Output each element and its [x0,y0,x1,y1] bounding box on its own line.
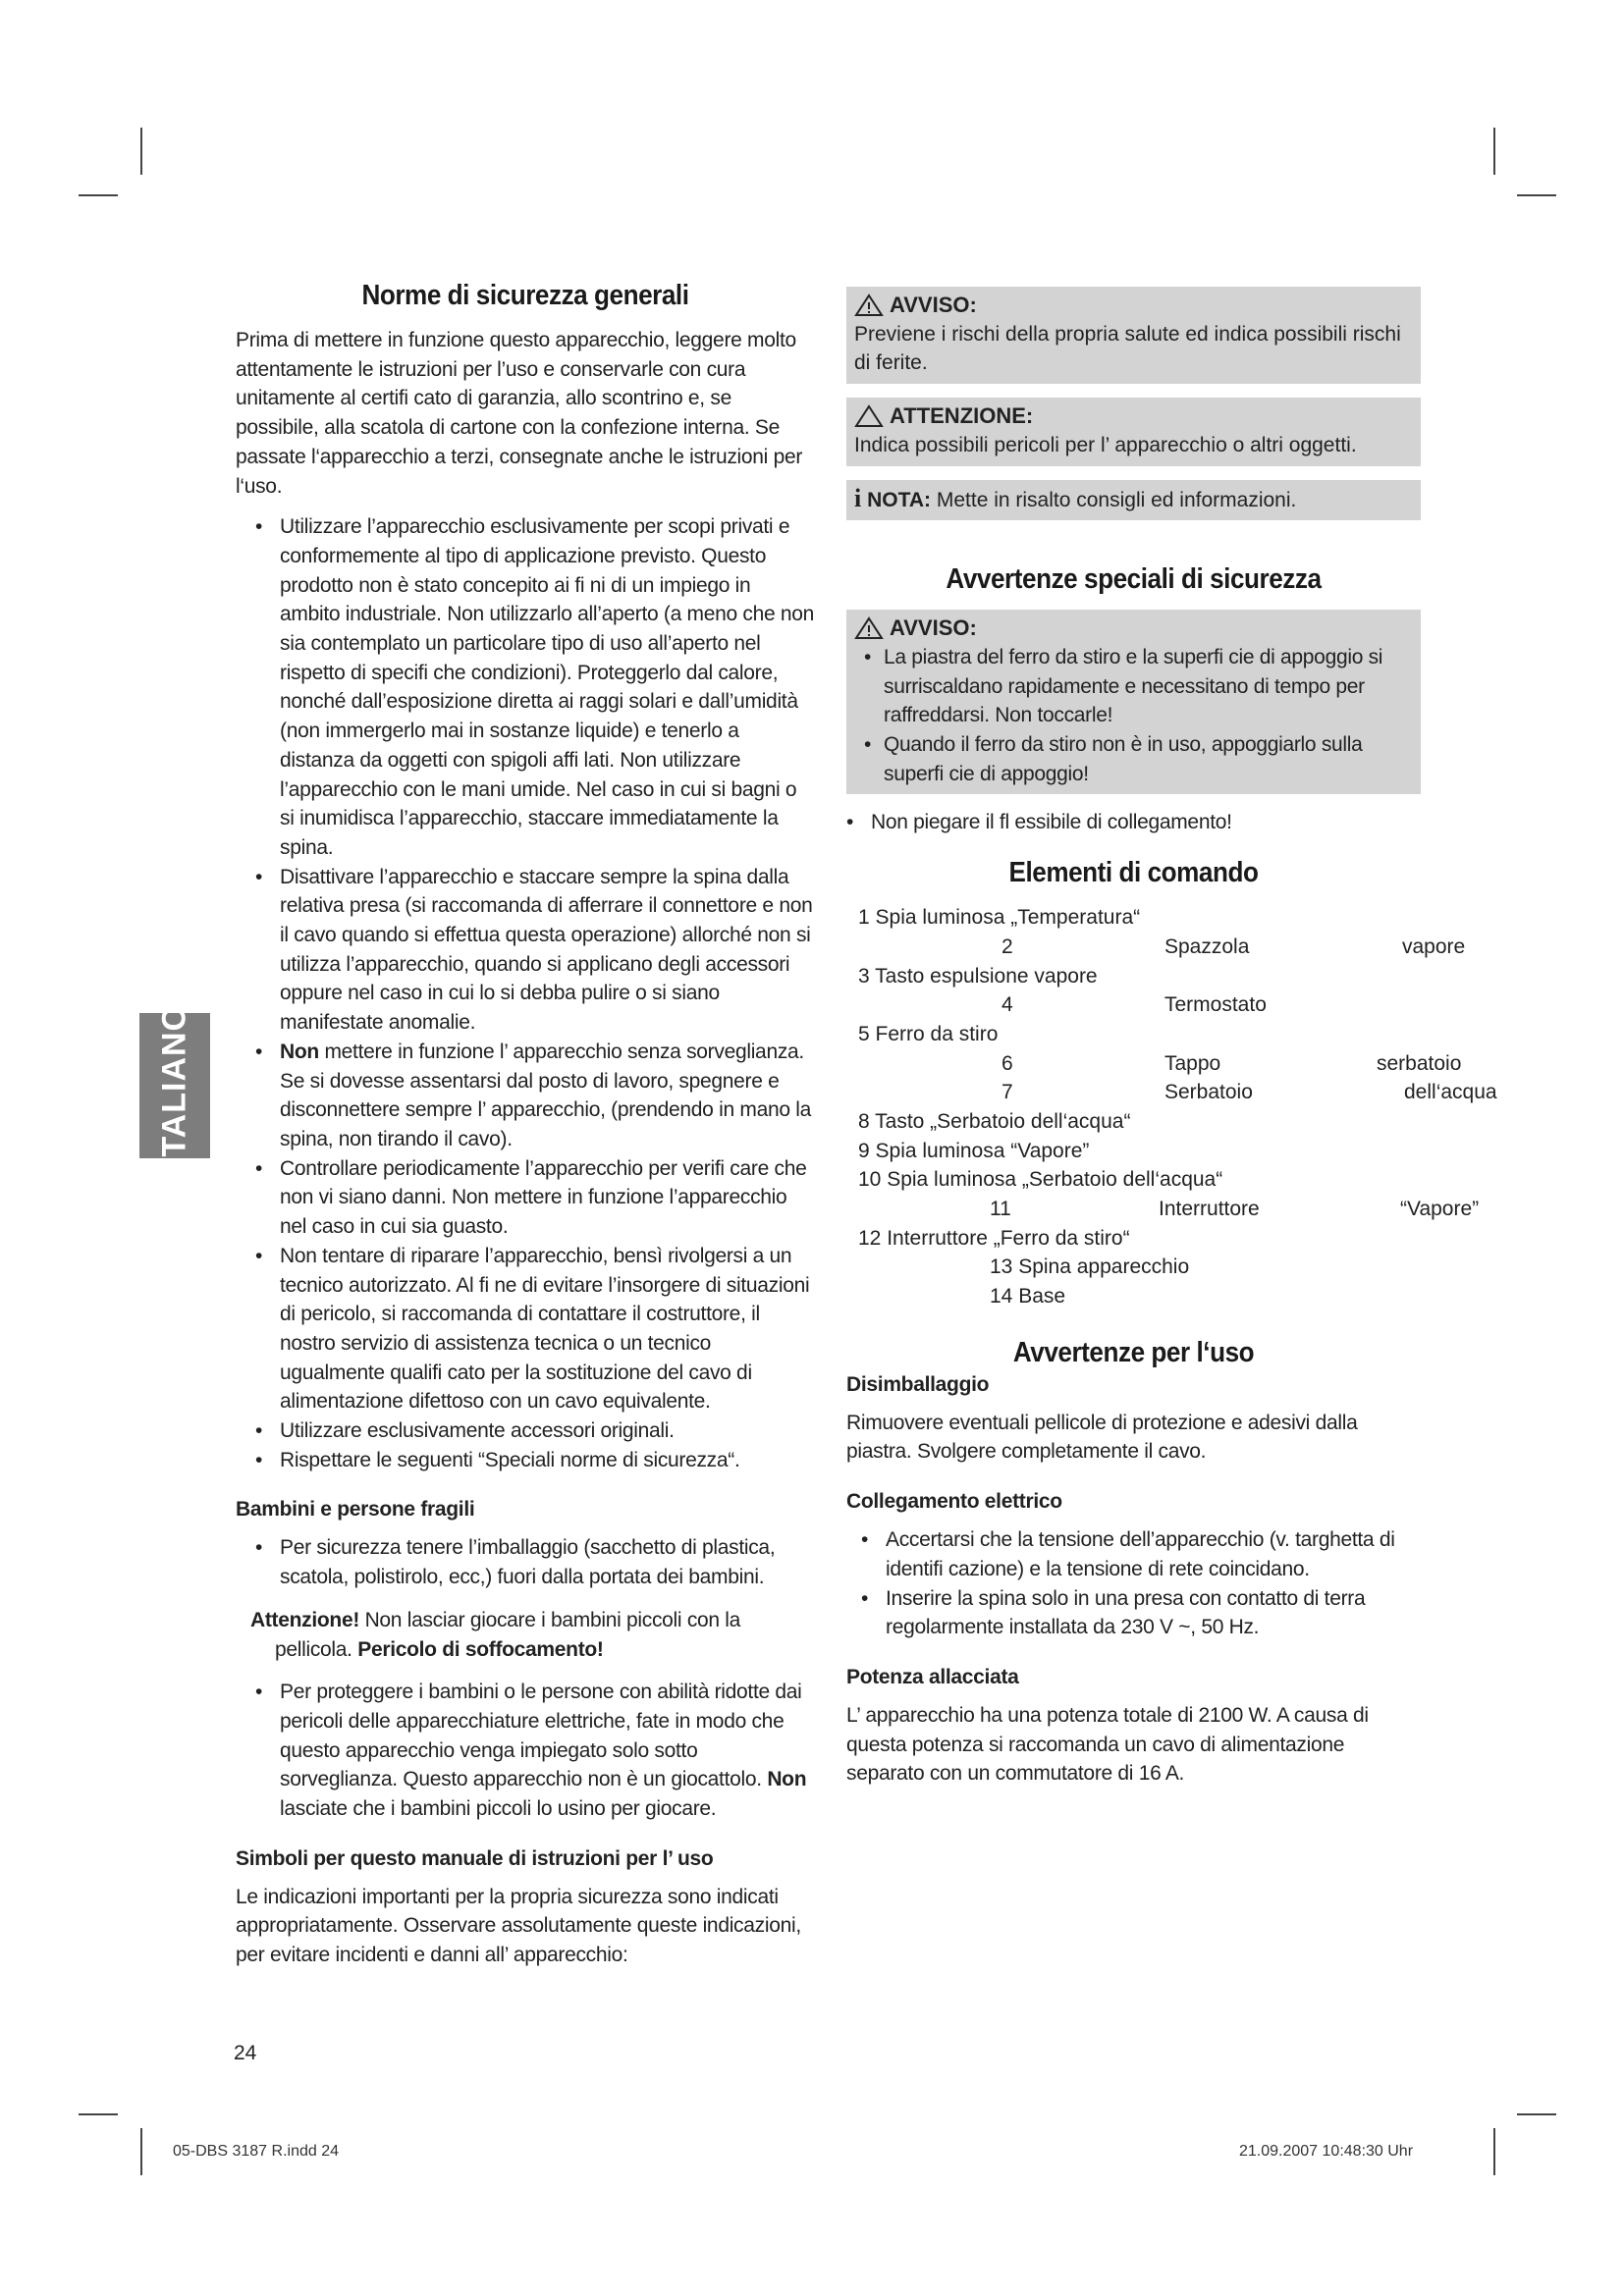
list-item: • Quando il ferro da stiro non è in uso, appoggiarlo sulla superfi cie di appoggio! [854,730,1413,788]
box-title [854,401,1413,431]
bold-text: Attenzione! [250,1608,360,1631]
list-item: • Disattivare l’apparecchio e staccare sempre la spina dalla relativa presa (si raccomanda di afferrare il connettore e non il cavo quando si effettua questa operazione) allorché non si utilizza l’apparecchio, quando si applicano degli accessori oppure nel caso in cui lo si debba pulire o si siano manifestate anomalie. [236,863,815,1038]
list-item [846,1078,1497,1107]
text: 3 Tasto espulsione vapore [858,964,1098,988]
subheading-electrical: Collegamento elettrico [846,1490,1062,1514]
text: serbatoio [1377,1051,1462,1075]
list-item [846,1137,1421,1166]
list-item [846,990,1421,1020]
warning-box-avviso [846,287,1421,384]
section-title-general-safety: Norme di sicurezza generali [361,280,689,311]
list-item [846,1282,1421,1311]
box-title [854,291,1413,320]
text: 2 [1001,934,1013,958]
list-item: • Controllare periodicamente l’apparecchio per verifi care che non vi siano danni. Non mettere in funzione l’apparecchio nel caso in cui sia guasto. [236,1154,815,1242]
text: Tappo [1164,1051,1221,1075]
box-title-text: AVVISO: [890,615,977,641]
warning-triangle-icon [854,616,884,640]
crop-mark [79,2113,118,2115]
box-text: Previene i rischi della propria salute ed indica possibili rischi di ferite. [854,322,1401,375]
text: 7 [1001,1081,1013,1104]
crop-mark [79,194,118,196]
text: Spazzola [1164,934,1250,958]
power-paragraph: L’ apparecchio ha una potenza totale di 2100 W. A causa di questa potenza si raccomanda un cavo di alimentazione separato con un commutatore di 16 A. [846,1703,1369,1786]
crop-mark [1493,128,1495,175]
symbols-paragraph: Le indicazioni importanti per la propria sicurezza sono indicati appropriatamente. Osservare assolutamente queste indicazioni, per evitare incidenti e danni all’ apparecchio: [236,1885,801,1967]
list-item: • Accertarsi che la tensione dell’apparecchio (v. targhetta di identifi cazione) e la tensione di rete coincidano. [846,1525,1421,1583]
bold-text: Non [280,1040,319,1063]
list-item [236,1678,815,1824]
text: 5 Ferro da stiro [858,1022,999,1045]
text: 9 Spia luminosa “Vapore” [858,1139,1090,1162]
text: Termostato [1164,993,1267,1017]
language-tab-label: ITALIANO [155,1003,193,1168]
text: 11 [990,1198,1011,1221]
list-item [846,1224,1421,1254]
subheading-unpacking: Disimballaggio [846,1372,990,1396]
box-title-text: NOTA: [867,488,932,511]
list-item: • Rispettare le seguenti “Speciali norme di sicurezza“. [236,1446,815,1475]
subheading-power: Potenza allacciata [846,1665,1019,1688]
section-title-usage: Avvertenze per l‘uso [1012,1336,1255,1368]
warning-box-attenzione [846,398,1421,465]
children-list [236,1533,815,1591]
list-item [846,1020,1421,1049]
list-item [846,1253,1421,1282]
list-item: • Non piegare il fl essibile di collegamento! [846,808,1421,837]
unpacking-paragraph: Rimuovere eventuali pellicole di protezione e adesivi dalla piastra. Svolgere completamente il cavo. [846,1411,1358,1464]
text: 13 Spina apparecchio [990,1255,1190,1279]
text: 10 Spia luminosa „Serbatoio dell‘acqua“ [858,1168,1223,1192]
language-tab [139,1003,210,1168]
safety-list [236,512,815,1474]
text: Per proteggere i bambini o le persone con abilità ridotte dai pericoli delle apparecchiature elettriche, fate in modo che questo apparecchio venga impiegato solo sotto sorveglianza. Questo apparecchio non è un giocattolo. [280,1681,802,1791]
subheading-children: Bambini e persone fragili [236,1498,475,1522]
box-text: Mette in risalto consigli ed informazioni. [931,488,1297,511]
crop-mark [1493,2128,1495,2175]
list-item [846,1165,1421,1195]
text: 1 Spia luminosa „Temperatura“ [858,906,1141,930]
list-item [846,1107,1421,1137]
electrical-list [846,1525,1421,1642]
text: 6 [1001,1051,1013,1075]
list-item [846,1195,1480,1224]
children-list-2 [236,1678,815,1824]
list-item [236,1038,815,1154]
subheading-symbols: Simboli per questo manuale di istruzioni per l’ uso [236,1846,714,1870]
text: mettere in funzione l’ apparecchio senza sorveglianza. Se si dovesse assentarsi dal posto di lavoro, spegnere e disconnettere sempre l’ apparecchio, (prendendo in mano la spina, non tirando il cavo). [280,1040,811,1150]
text: 4 [1001,993,1013,1017]
list-item: • Per sicurezza tenere l’imballaggio (sacchetto di plastica, scatola, polistirolo, ecc,) fuori dalla portata dei bambini. [236,1533,815,1591]
page-number: 24 [234,2042,257,2064]
text: lasciate che i bambini piccoli lo usino per giocare. [280,1797,717,1821]
box-title-text: ATTENZIONE: [890,403,1034,429]
text: 8 Tasto „Serbatoio dell‘acqua“ [858,1109,1131,1133]
text: Non lasciar giocare i bambini piccoli con la pellicola. [275,1608,741,1661]
section-title-special-safety: Avvertenze speciali di sicurezza [946,563,1322,596]
right-column [846,287,1497,1789]
box-title [854,614,1413,643]
crop-mark [1517,194,1556,196]
special-list [846,808,1421,837]
footer-filename: 05-DBS 3187 R.indd 24 [173,2143,339,2160]
list-item: • La piastra del ferro da stiro e la superfi cie di appoggio si surriscaldano rapidamente e necessitano di tempo per raffreddarsi. Non toccarle! [854,643,1413,730]
text: dell‘acqua [1404,1081,1497,1104]
section-title-controls: Elementi di comando [1008,857,1259,889]
warning-triangle-icon [854,294,884,317]
list-item: • Inserire la spina solo in una presa con contatto di terra regolarmente installata da 230 V ~, 50 Hz. [846,1584,1421,1642]
text: 12 Interruttore „Ferro da stiro“ [858,1226,1130,1250]
box-list [854,643,1413,789]
text: Interruttore [1159,1198,1260,1221]
list-item [846,962,1421,991]
caution-triangle-icon [854,404,884,428]
box-text: Indica possibili pericoli per l’ apparecchio o altri oggetti. [854,433,1357,456]
list-item [846,903,1421,933]
info-icon: i [854,483,862,512]
crop-mark [140,128,142,175]
crop-mark [1517,2113,1556,2115]
bold-text: Non [767,1768,807,1791]
list-item [846,933,1466,962]
bold-text: Pericolo di soffocamento! [357,1637,604,1661]
text: vapore [1402,934,1466,958]
intro-paragraph: Prima di mettere in funzione questo apparecchio, leggere molto attentamente le istruzioni per l’uso e conservarle con cura unitamente al certifi cato di garanzia, allo scontrino e, se possibile, alla scatola di cartone con la confezione interna. Se passate l‘apparecchio a terzi, consegnate anche le istruzioni per l‘uso. [236,329,803,498]
warning-box-special [846,610,1421,794]
controls-list [846,903,1497,1311]
list-item: • Utilizzare l’apparecchio esclusivamente per scopi privati e conformemente al tipo di applicazione previsto. Questo prodotto non è stato concepito ai fi ni di un impiego in ambito industriale. Non utilizzarlo all’aperto (a meno che non sia contemplato un particolare tipo di uso all’aperto nel rispetto di specifi che condizioni). Proteggerlo dal calore, nonché dall’esposizione diretta ai raggi solari e dall’umidità (non immergerlo mai in sostanze liquide) e tenerlo a distanza da oggetti con spigoli affi lati. Non utilizzare l’apparecchio con le mani umide. Nel caso in cui si bagni o si inumidisca l’apparecchio, staccare immediatamente la spina. [236,512,815,862]
list-item: • Utilizzare esclusivamente accessori originali. [236,1416,815,1446]
note-box [846,480,1421,521]
crop-mark [140,2128,142,2175]
text: 14 Base [990,1285,1066,1308]
attention-note [236,1606,815,1664]
left-column [236,280,815,1970]
list-item: • Non tentare di riparare l’apparecchio, bensì rivolgersi a un tecnico autorizzato. Al fi ne di evitare l’insorgere di situazioni di pericolo, si raccomanda di contattare il costruttore, il nostro servizio di assistenza tecnica o un tecnico ugualmente qualifi cato per la sostituzione del cavo di alimentazione difettoso con un cavo equivalente. [236,1242,815,1416]
box-title-text: AVVISO: [890,293,977,317]
text: “Vapore” [1400,1198,1480,1221]
footer-timestamp: 21.09.2007 10:48:30 Uhr [1239,2143,1414,2160]
text: Serbatoio [1164,1081,1253,1104]
list-item [846,1049,1462,1079]
